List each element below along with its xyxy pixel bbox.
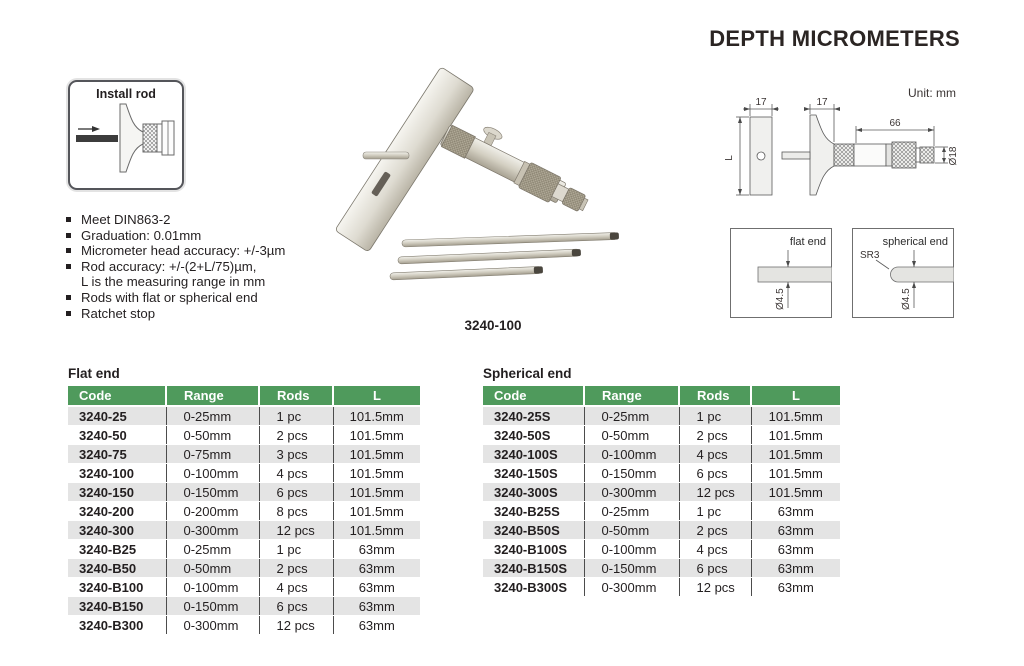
table-cell: 63mm bbox=[751, 521, 840, 540]
table-row bbox=[483, 406, 840, 426]
table-cell: 0-300mm bbox=[166, 521, 259, 540]
table-cell: 0-25mm bbox=[166, 406, 259, 426]
table-cell: 1 pc bbox=[259, 540, 333, 559]
table-cell: 0-150mm bbox=[584, 559, 679, 578]
table-cell: 3240-300S bbox=[483, 483, 584, 502]
table-title-spherical-end: Spherical end bbox=[483, 366, 572, 381]
table-cell: 101.5mm bbox=[333, 483, 420, 502]
table-cell: 101.5mm bbox=[751, 483, 840, 502]
table-cell: 63mm bbox=[751, 578, 840, 597]
table-row bbox=[483, 445, 840, 464]
table-cell: 63mm bbox=[751, 559, 840, 578]
table-row bbox=[483, 464, 840, 483]
table-cell: 3240-100S bbox=[483, 445, 584, 464]
base-plate bbox=[335, 67, 475, 252]
column-header: Rods bbox=[259, 386, 333, 406]
table-cell: 0-50mm bbox=[166, 559, 259, 578]
thimble-dia-dim: Ø18 bbox=[948, 146, 959, 166]
table-cell: 63mm bbox=[751, 540, 840, 559]
table-cell: 3240-25S bbox=[483, 406, 584, 426]
table-cell: 0-25mm bbox=[166, 540, 259, 559]
table-cell: 4 pcs bbox=[259, 464, 333, 483]
column-header: Rods bbox=[679, 386, 751, 406]
table-cell: 2 pcs bbox=[259, 426, 333, 445]
table-cell: 0-50mm bbox=[584, 426, 679, 445]
table-cell: 0-100mm bbox=[584, 445, 679, 464]
rod-width-dim: 17 bbox=[755, 97, 767, 108]
bullet-square-icon bbox=[66, 311, 71, 316]
table-row bbox=[68, 464, 420, 483]
table-cell: 4 pcs bbox=[679, 445, 751, 464]
table-cell: 101.5mm bbox=[333, 464, 420, 483]
table-cell: 3240-50 bbox=[68, 426, 166, 445]
bullet-square-icon bbox=[66, 217, 71, 222]
table-cell: 101.5mm bbox=[333, 445, 420, 464]
table-cell: 0-75mm bbox=[166, 445, 259, 464]
insert-arrow-icon bbox=[78, 126, 100, 132]
feature-list bbox=[64, 212, 364, 321]
install-rod-diagram bbox=[74, 101, 178, 177]
table-cell: 3240-150S bbox=[483, 464, 584, 483]
table-cell: 3240-B150 bbox=[68, 597, 166, 616]
table-title-flat-end: Flat end bbox=[68, 366, 120, 381]
table-cell: 3240-75 bbox=[68, 445, 166, 464]
table-cell: 3240-100 bbox=[68, 464, 166, 483]
table-row bbox=[68, 559, 420, 578]
table-header-row bbox=[483, 386, 840, 406]
table-cell: 3240-50S bbox=[483, 426, 584, 445]
measuring-rod bbox=[363, 152, 409, 159]
table-row bbox=[483, 540, 840, 559]
table-cell: 101.5mm bbox=[751, 406, 840, 426]
table-cell: 63mm bbox=[751, 502, 840, 521]
feature-item: Meet DIN863-2 bbox=[64, 212, 364, 228]
table-cell: 6 pcs bbox=[679, 559, 751, 578]
feature-item: Rods with flat or spherical end bbox=[64, 290, 364, 306]
table-cell: 63mm bbox=[333, 597, 420, 616]
table-cell: 4 pcs bbox=[679, 540, 751, 559]
spherical-end-label: spherical end bbox=[882, 236, 948, 248]
flat-rod-dia-dim: Ø4.5 bbox=[775, 288, 786, 310]
table-cell: 1 pc bbox=[259, 406, 333, 426]
table-cell: 63mm bbox=[333, 559, 420, 578]
column-header: Code bbox=[68, 386, 166, 406]
feature-item: Rod accuracy: +/-(2+L/75)µm, L is the measuring range in mm bbox=[64, 259, 364, 290]
table-cell: 12 pcs bbox=[679, 578, 751, 597]
table-cell: 0-150mm bbox=[166, 597, 259, 616]
table-row bbox=[483, 502, 840, 521]
table-row bbox=[68, 597, 420, 616]
table-cell: 8 pcs bbox=[259, 502, 333, 521]
column-header: Range bbox=[166, 386, 259, 406]
table-cell: 63mm bbox=[333, 616, 420, 635]
table-cell: 3240-B300S bbox=[483, 578, 584, 597]
table-cell: 3 pcs bbox=[259, 445, 333, 464]
table-cell: 3240-B300 bbox=[68, 616, 166, 635]
table-cell: 3240-25 bbox=[68, 406, 166, 426]
table-cell: 3240-B100S bbox=[483, 540, 584, 559]
table-cell: 63mm bbox=[333, 578, 420, 597]
extension-rods bbox=[390, 232, 619, 280]
table-cell: 0-25mm bbox=[584, 406, 679, 426]
table-cell: 0-100mm bbox=[166, 464, 259, 483]
spherical-rod-dia-dim: Ø4.5 bbox=[901, 288, 912, 310]
base-width-dim: 17 bbox=[816, 97, 828, 108]
spherical-end-section bbox=[483, 366, 840, 597]
body-length-dim: 66 bbox=[889, 118, 901, 129]
table-row bbox=[483, 426, 840, 445]
table-cell: 1 pc bbox=[679, 406, 751, 426]
install-rod-title: Install rod bbox=[96, 87, 156, 101]
table-cell: 3240-B50S bbox=[483, 521, 584, 540]
dimension-drawing bbox=[698, 92, 968, 210]
micrometer-base-profile bbox=[120, 104, 143, 172]
micrometer-body bbox=[439, 110, 598, 217]
column-header: Code bbox=[483, 386, 584, 406]
table-cell: 0-150mm bbox=[166, 483, 259, 502]
table-cell: 3240-200 bbox=[68, 502, 166, 521]
table-cell: 0-300mm bbox=[166, 616, 259, 635]
table-cell: 12 pcs bbox=[679, 483, 751, 502]
table-cell: 0-50mm bbox=[584, 521, 679, 540]
table-cell: 101.5mm bbox=[333, 426, 420, 445]
table-cell: 2 pcs bbox=[259, 559, 333, 578]
table-cell: 6 pcs bbox=[679, 464, 751, 483]
table-cell: 0-100mm bbox=[584, 540, 679, 559]
table-cell: 3240-B25S bbox=[483, 502, 584, 521]
table-cell: 0-50mm bbox=[166, 426, 259, 445]
tip-radius-dim: SR3 bbox=[860, 250, 880, 261]
product-code-label: 3240-100 bbox=[464, 318, 522, 333]
table-cell: 101.5mm bbox=[751, 426, 840, 445]
page-title: DEPTH MICROMETERS bbox=[709, 26, 960, 51]
table-cell: 101.5mm bbox=[751, 464, 840, 483]
table-cell: 101.5mm bbox=[333, 406, 420, 426]
flat-end-detail-drawing bbox=[730, 228, 832, 318]
table-cell: 3240-B150S bbox=[483, 559, 584, 578]
table-cell: 63mm bbox=[333, 540, 420, 559]
table-header-row bbox=[68, 386, 420, 406]
bullet-square-icon bbox=[66, 295, 71, 300]
table-row bbox=[483, 559, 840, 578]
table-cell: 0-300mm bbox=[584, 483, 679, 502]
table-row bbox=[68, 406, 420, 426]
flat-end-section bbox=[68, 366, 420, 635]
feature-item: Graduation: 0.01mm bbox=[64, 228, 364, 244]
table-cell: 3240-B50 bbox=[68, 559, 166, 578]
product-photo-illustration bbox=[335, 60, 675, 315]
flat-end-table bbox=[68, 386, 420, 635]
column-header: L bbox=[333, 386, 420, 406]
table-cell: 4 pcs bbox=[259, 578, 333, 597]
feature-item: Micrometer head accuracy: +/-3µm bbox=[64, 243, 364, 259]
table-cell: 101.5mm bbox=[333, 502, 420, 521]
table-cell: 0-300mm bbox=[584, 578, 679, 597]
table-cell: 3240-B100 bbox=[68, 578, 166, 597]
table-cell: 12 pcs bbox=[259, 521, 333, 540]
spherical-end-table bbox=[483, 386, 840, 597]
table-cell: 2 pcs bbox=[679, 426, 751, 445]
table-row bbox=[483, 483, 840, 502]
table-row bbox=[68, 616, 420, 635]
feature-item: Ratchet stop bbox=[64, 306, 364, 322]
column-header: Range bbox=[584, 386, 679, 406]
table-cell: 0-100mm bbox=[166, 578, 259, 597]
table-row bbox=[483, 521, 840, 540]
bullet-square-icon bbox=[66, 248, 71, 253]
feature-item-continuation: L is the measuring range in mm bbox=[81, 274, 266, 290]
flat-end-label: flat end bbox=[789, 236, 826, 248]
table-cell: 6 pcs bbox=[259, 597, 333, 616]
table-row bbox=[68, 426, 420, 445]
rod-illustration bbox=[76, 135, 118, 142]
table-row bbox=[68, 521, 420, 540]
table-cell: 6 pcs bbox=[259, 483, 333, 502]
table-row bbox=[68, 578, 420, 597]
spherical-end-detail-drawing bbox=[852, 228, 954, 318]
table-cell: 0-150mm bbox=[584, 464, 679, 483]
table-row bbox=[68, 445, 420, 464]
rod-length-dim: L bbox=[724, 155, 735, 161]
bullet-square-icon bbox=[66, 233, 71, 238]
table-cell: 2 pcs bbox=[679, 521, 751, 540]
unit-label: Unit: mm bbox=[908, 86, 956, 100]
table-row bbox=[483, 578, 840, 597]
table-cell: 3240-300 bbox=[68, 521, 166, 540]
table-cell: 101.5mm bbox=[751, 445, 840, 464]
table-cell: 1 pc bbox=[679, 502, 751, 521]
table-cell: 101.5mm bbox=[333, 521, 420, 540]
table-row bbox=[68, 483, 420, 502]
table-cell: 12 pcs bbox=[259, 616, 333, 635]
table-row bbox=[68, 502, 420, 521]
column-header: L bbox=[751, 386, 840, 406]
table-cell: 3240-B25 bbox=[68, 540, 166, 559]
install-rod-panel bbox=[68, 80, 184, 190]
table-row bbox=[68, 540, 420, 559]
table-cell: 0-200mm bbox=[166, 502, 259, 521]
table-cell: 3240-150 bbox=[68, 483, 166, 502]
bullet-square-icon bbox=[66, 264, 71, 269]
table-cell: 0-25mm bbox=[584, 502, 679, 521]
